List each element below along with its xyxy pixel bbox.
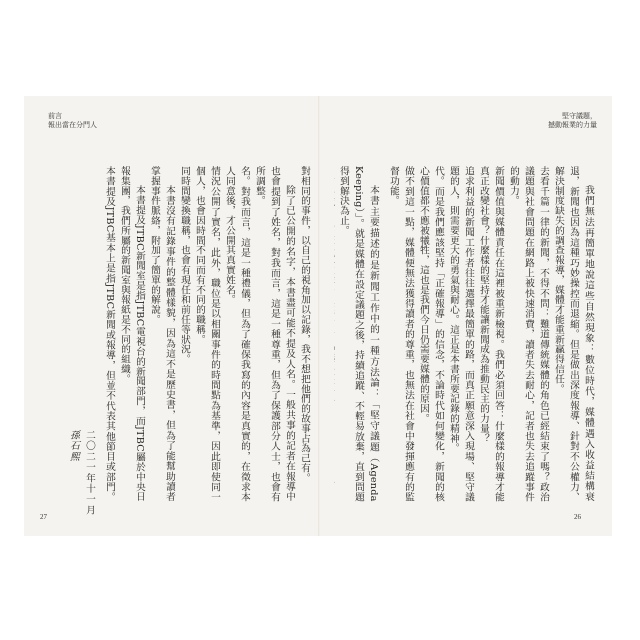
signoff-date: 二〇二一年十一月 (84, 430, 95, 516)
paragraph: 除了已公開的名字，本書盡可能不提及人名。一般共事的記者在報導中也會提到了姓名，對我而言，這是一種尊重，但為了保護部分人士，也會有所調整。 (254, 166, 295, 502)
right-page-body (334, 166, 596, 502)
paragraph: 對相同的事件，以自己的視角加以記錄，我不想把他們的故事占為己有。 (299, 166, 310, 483)
page-number-left: 27 (40, 513, 47, 521)
paragraph: 名。對我而言，這是一種禮儀，但為了確保我寫的內容是真實的，在徵求本人同意後，才公開其真實姓名。 (224, 166, 250, 502)
paragraph: 同時間變換職稱，也會有現任和前任等狀況。 (179, 166, 190, 364)
running-head-left-line1: 前言 (48, 112, 62, 120)
book-gutter (318, 96, 320, 536)
paragraph (334, 166, 336, 502)
paragraph: 本書沒有記錄事件的整體樣貌，因為這不是歷史書，但為了能幫助讀者掌握事件脈絡，附加了簡單的解說。 (149, 166, 175, 502)
paragraph: 代。而是我們應該堅持「正確報導」的信念，不論時代如何變化，新聞的核心價值都不應被犧牲，這也是我們今日仍需要媒體的原因。 (418, 166, 444, 502)
running-head-right (548, 112, 597, 130)
paragraph: 情況公開了實名，此外，職位是以相關事件的時間點為基準，因此即使同一個人，也會因時間不同而有不同的職稱。 (194, 166, 220, 502)
paragraph: 去看千篇一律的新聞，不得不問：難道傳統媒體的角色已經結束了嗎？政治議題與社會問題在網路上被快速消費，讀者失去耐心，記者也失去追蹤事件的動力。 (508, 166, 549, 502)
paragraph: 本書提及JTBC基本上是指JTBC新聞或報導，但並不代表其他節目或部門。 (104, 166, 115, 502)
paragraph: 追求利益的新聞工作者往往選擇最簡單的路，而真正願意深入現場、堅守議題的人，則需要更大的勇氣與耐心。這正是本書所要記錄的精神。 (448, 166, 474, 502)
paragraph-gap (381, 166, 386, 502)
running-head-right-line1: 堅守議題， (562, 112, 597, 120)
signoff-author: 孫石熙 (68, 430, 79, 463)
running-head-left-line2: 報出當在分門人 (48, 121, 97, 129)
running-head-right-line2: 撼動報業的力量 (548, 121, 597, 129)
paragraph: 做不到這一點，媒體便無法獲得讀者的尊重，也無法在社會中發揮應有的監督功能。 (388, 166, 414, 502)
running-head-left (48, 112, 97, 130)
paragraph: 我們無法再簡單地說這些自然現象：數位時代，媒體遇入收益結構衰退，新聞也因為這種巧妙操控而退縮。但是做出深度報導、針對不公權力、解決制度缺失的調查報導，媒體才能重新贏得信任。 (553, 166, 594, 502)
paragraph: 本書提及JTBC新聞室是指JTBC電視台的新聞部門，而JTBC屬於中央日報集團，我們所屬的新聞室與報紙是不同的組織。 (119, 166, 145, 502)
paragraph: 新聞價值與媒體責任在這裡被重新檢視。我們必須回答：什麼樣的報導才能真正改變社會？什麼樣的堅持才能讓新聞成為推動民主的力量？ (478, 166, 504, 502)
left-page-body (104, 166, 312, 502)
page-number-right: 26 (574, 513, 581, 521)
paragraph: 本書主要描述的是新聞工作中的一種方法論：「堅守議題（Agenda Keeping）」。就是媒體在設定議題之後，持續追蹤、不輕易放棄，直到問題得到解決為止。 (338, 166, 379, 502)
